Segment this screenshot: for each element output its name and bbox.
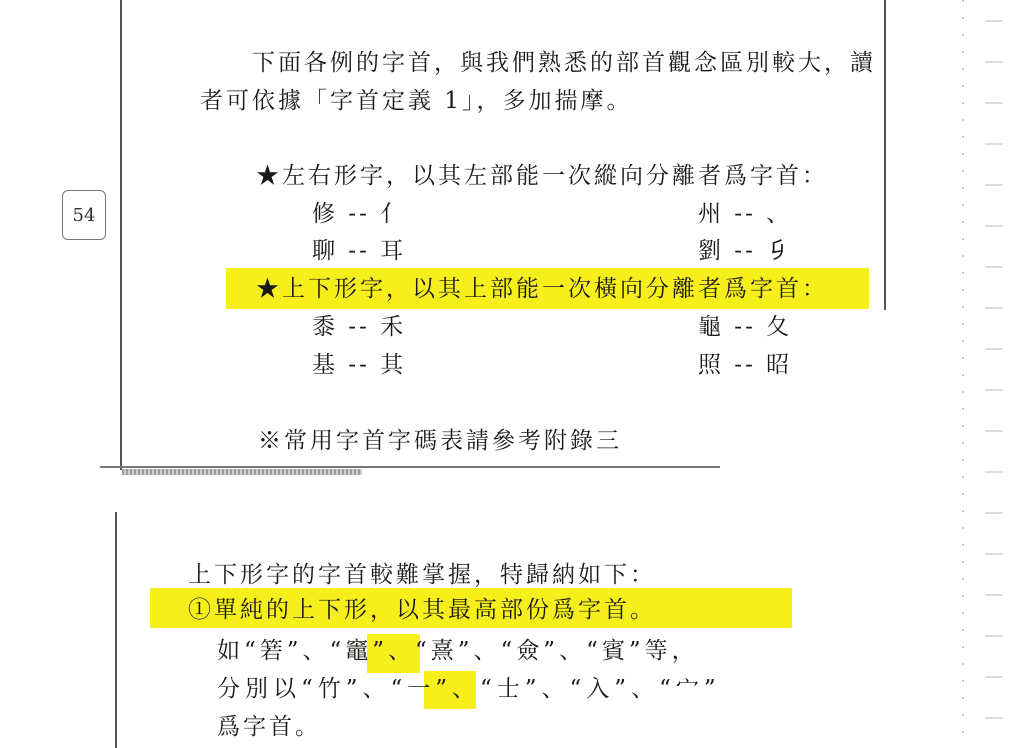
rule-top-bottom: ★上下形字，以其上部能一次橫向分離者爲字首：	[256, 276, 828, 302]
bottom-line-1: 上下形字的字首較難掌握，特歸納如下：	[188, 562, 656, 588]
right-margin-line	[884, 0, 886, 310]
example-lr-1-left: 修 -- 亻	[312, 201, 407, 227]
bottom-line-4: 分別以“竹”、“一”、“士”、“入”、“宀”	[217, 676, 721, 702]
example-tb-2-right: 照 -- 昭	[698, 352, 793, 378]
example-tb-1-right: 龜 -- 夂	[698, 314, 793, 340]
example-lr-1-right: 州 -- 、	[698, 201, 793, 227]
bottom-line-3: 如“箬”、“竈”、“熹”、“僉”、“賓”等，	[217, 638, 699, 664]
rule-left-right: ★左右形字，以其左部能一次縱向分離者爲字首：	[256, 163, 828, 189]
page-number-badge	[62, 190, 106, 240]
intro-line-1: 下面各例的字首，與我們熟悉的部首觀念區別較大，讀	[252, 50, 876, 76]
page-number: 54	[72, 204, 96, 226]
bottom-line-5: 爲字首。	[217, 714, 321, 740]
right-dotted-rule	[962, 0, 964, 748]
intro-line-2: 者可依據「字首定義 1」，多加揣摩。	[200, 88, 633, 114]
left-margin-line	[120, 0, 122, 470]
example-tb-2-left: 基 -- 其	[312, 352, 407, 378]
right-edge-marks	[985, 0, 1003, 748]
lower-left-line	[115, 512, 117, 748]
example-lr-2-right: 劉 -- 𠂎	[698, 238, 793, 264]
separator-shadow	[122, 469, 362, 475]
example-lr-2-left: 聊 -- 耳	[312, 238, 407, 264]
appendix-note: ※常用字首字碼表請參考附錄三	[258, 428, 622, 454]
bottom-line-2: ①單純的上下形，以其最高部份爲字首。	[188, 597, 656, 623]
separator-line	[100, 466, 720, 468]
example-tb-1-left: 黍 -- 禾	[312, 314, 407, 340]
